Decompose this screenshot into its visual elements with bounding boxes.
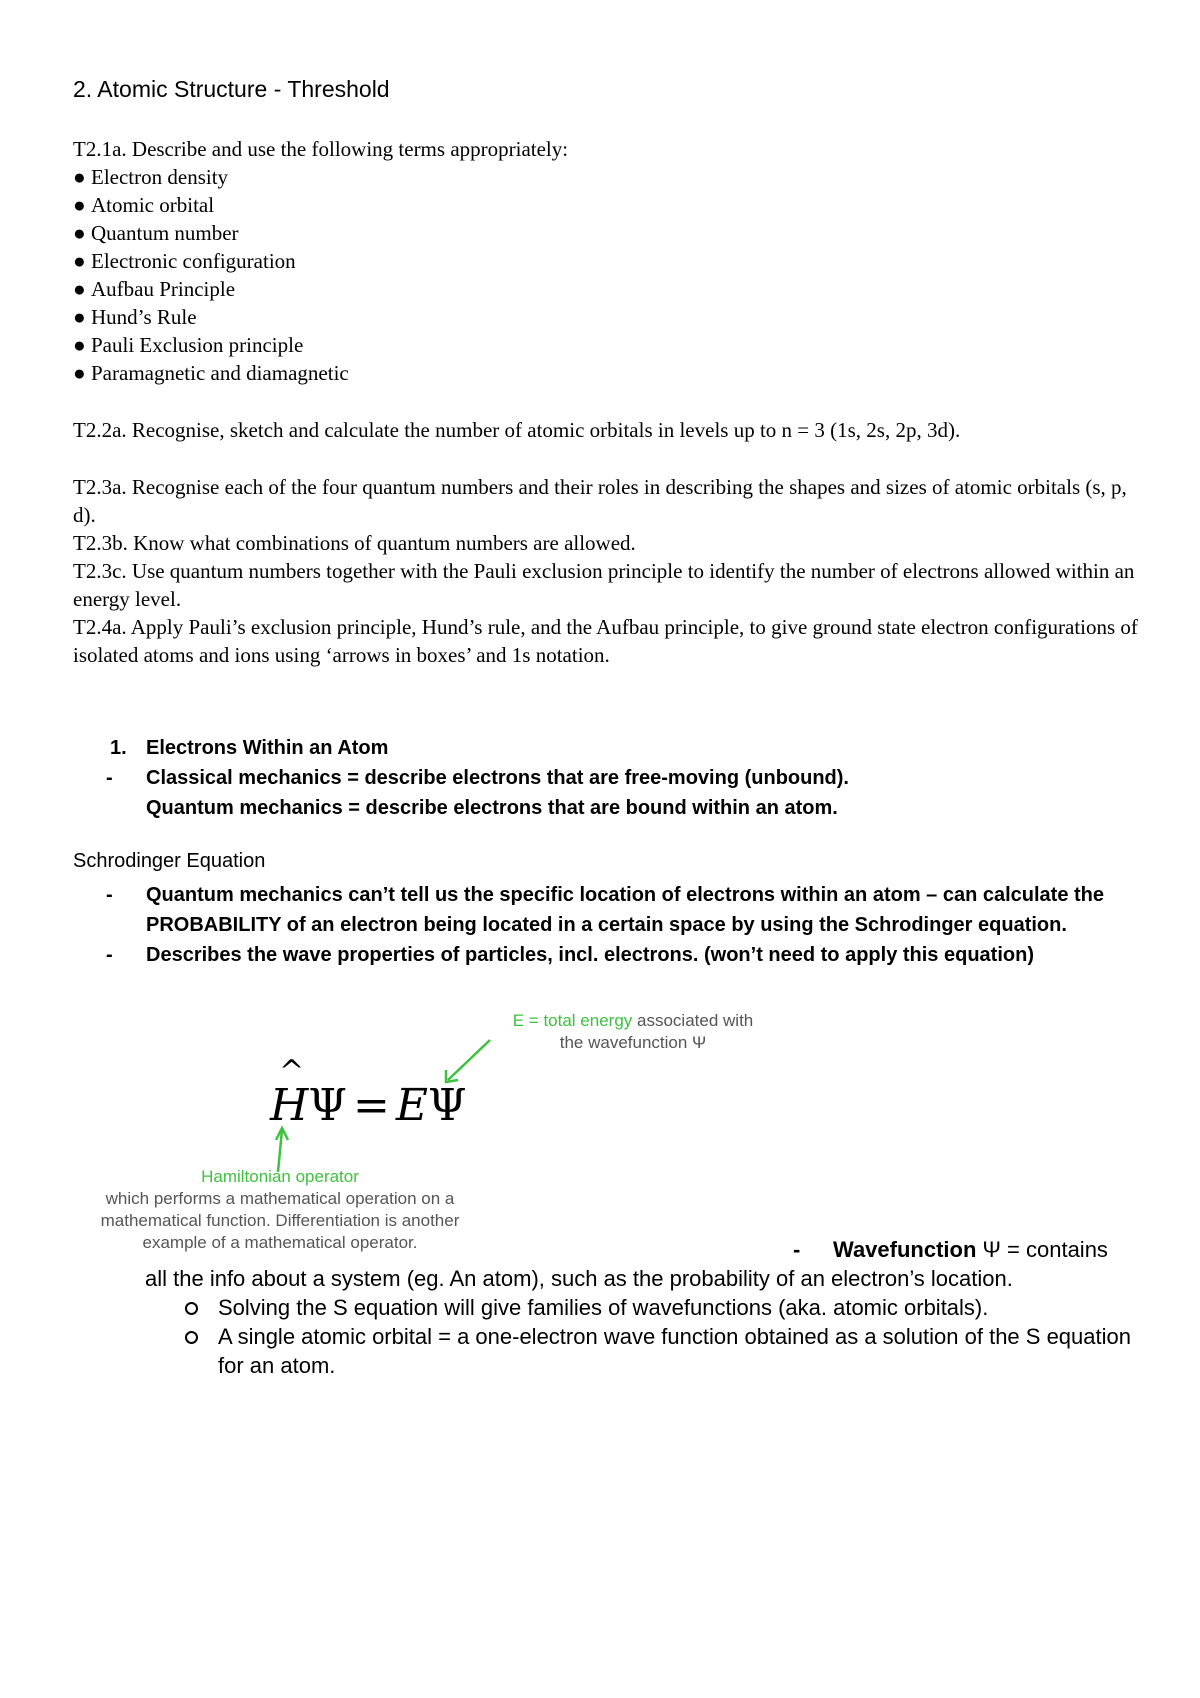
term-item: ● Electronic configuration: [73, 249, 296, 273]
bullet-icon: ●: [73, 333, 86, 357]
section-number: 1.: [110, 737, 127, 759]
circle-bullet-icon: [185, 1302, 198, 1315]
section-heading: Electrons Within an Atom: [146, 737, 389, 759]
term-item: ● Aufbau Principle: [73, 277, 236, 301]
term-item: ● Electron density: [73, 165, 229, 189]
learning-objectives: [73, 135, 1153, 669]
list-item: Solving the S equation will give families of wavefunctions (aka. atomic orbitals).: [145, 1293, 1135, 1322]
schrodinger-equation: [270, 1080, 467, 1131]
section-electrons-within-atom: [73, 733, 1153, 823]
dash-bullet: -: [106, 944, 113, 966]
bullet-icon: ●: [73, 193, 86, 217]
bullet-icon: ●: [73, 221, 86, 245]
wavefunction-definition: all the info about a system (eg. An atom), such as the probability of an electron’s location.: [145, 1266, 1013, 1291]
quantum-mechanics-text: Quantum mechanics = describe electrons that are bound within an atom.: [146, 797, 838, 819]
term-item: ● Quantum number: [73, 221, 239, 245]
term-item: ● Paramagnetic and diamagnetic: [73, 361, 349, 385]
dash-bullet: -: [106, 884, 113, 906]
dash-bullet: -: [106, 767, 113, 789]
schrodinger-points: [73, 880, 1153, 970]
page-title: 2. Atomic Structure - Threshold: [73, 76, 390, 102]
objective-t22a: T2.2a. Recognise, sketch and calculate the number of atomic orbitals in levels up to n = 3 (1s, 2s, 2p, 3d).: [73, 418, 961, 442]
energy-arrow-icon: [448, 1040, 490, 1080]
term-item: ● Hund’s Rule: [73, 305, 197, 329]
schrodinger-heading: Schrodinger Equation: [73, 850, 266, 872]
circle-bullet-icon: [185, 1331, 198, 1344]
objective-t21a: T2.1a. Describe and use the following terms appropriately:: [73, 137, 569, 161]
term-item: ● Atomic orbital: [73, 193, 215, 217]
hamiltonian-annotation: Hamiltonian operator which performs a mathematical operation on a mathematical function. Differentiation is another example of a mathematical operator.: [100, 1167, 460, 1252]
schrodinger-equation-figure: [80, 1000, 780, 1270]
objective-t24a: T2.4a. Apply Pauli’s exclusion principle, Hund’s rule, and the Aufbau principle, to give ground state electron configurations of isolated atoms and ions using ‘arrows in boxes’ and 1s notation.: [73, 615, 1138, 667]
hamiltonian-symbol: ^ H: [270, 1080, 308, 1131]
bullet-icon: ●: [73, 249, 86, 273]
objective-t23b: T2.3b. Know what combinations of quantum numbers are allowed.: [73, 531, 636, 555]
wavefunction-subpoints: [145, 1293, 1135, 1380]
list-item: A single atomic orbital = a one-electron wave function obtained as a solution of the S equation for an atom.: [145, 1322, 1135, 1380]
bullet-icon: ●: [73, 165, 86, 189]
psi-symbol: Ψ: [427, 1080, 467, 1131]
term-item: ● Pauli Exclusion principle: [73, 333, 304, 357]
objective-t23a: T2.3a. Recognise each of the four quantum numbers and their roles in describing the shapes and sizes of atomic orbitals (s, p, d).: [73, 475, 1127, 527]
bullet-icon: ●: [73, 277, 86, 301]
energy-annotation: E = total energy associated with the wavefunction Ψ: [512, 1011, 754, 1052]
objective-t23c: T2.3c. Use quantum numbers together with the Pauli exclusion principle to identify the number of electrons allowed within an energy level.: [73, 559, 1135, 611]
bullet-icon: ●: [73, 305, 86, 329]
schrodinger-point-2: Describes the wave properties of particles, incl. electrons. (won’t need to apply this equation): [146, 944, 1034, 966]
classical-mechanics-text: Classical mechanics = describe electrons that are free-moving (unbound).: [146, 767, 849, 789]
document-page: 2. Atomic Structure - Threshold T2.1a. Describe and use the following terms appropriately: ● Electron density ● Atomic orbital ● Quantum number ● Electronic configuration ● Aufbau Principle ● Hund’s Rule ● Pauli Exclusion principle ● Paramagnetic and diamagnetic T2.2a. Recognise, sketch and calculate the number of atomic orbitals in levels up to n = 3 (1s, 2s, 2p, 3d). T2.3a. Recognise each of the four quantum numbers and their roles in describing the shapes and sizes of atomic orbitals (s, p, d). T2.3b. Know what combinations of quantum numbers are allowed. T2.3c. Use quantum numbers together with the Pauli exclusion principle to identify the number of electrons allowed within an energy level. T2.4a. Apply Pauli’s exclusion principle, Hund’s rule, and the Aufbau principle, to give ground state electron configurations of isolated atoms and ions using ‘arrows in boxes’ and 1s notation. 1. Electrons Within an Atom - Classical mechanics = describe electrons that are free-moving (unbound). Quantum mechanics = describe electrons that are bound within an atom. Schrodinger Equation - Quantum mechanics can’t tell us the specific location of electrons within an atom – can calculate the PROBABILITY of an electron being located in a certain space by using the Schrodinger equation. - Describes the wave properties of particles, incl. electrons. (won’t need to apply this equation) ^ HΨ = EΨ E = total energy associated with the wavefunction Ψ Hamiltonian operator which performs a mathematical operation on a mathematical function. Differentiation is another example of a mathematical operator. - Wavefunction Ψ = contains all the info about a system (eg. An atom), such as the probability of an electron’s location. Solving the S equation will give families of wavefunctions (aka. atomic orbitals). A single atomic orbital = a one-electron wave function obtained as a solution of the S equation for an atom.: [0, 0, 1200, 1698]
psi-symbol: Ψ: [308, 1080, 347, 1131]
wavefunction-term: Wavefunction: [833, 1237, 977, 1262]
bullet-icon: ●: [73, 361, 86, 385]
energy-symbol: E: [395, 1080, 428, 1131]
equals-sign: =: [352, 1080, 390, 1131]
dash-bullet: -: [793, 1237, 801, 1262]
schrodinger-point-1: Quantum mechanics can’t tell us the specific location of electrons within an atom – can calculate the PROBABILITY of an electron being located in a certain space by using the Schrodinger equation.: [146, 884, 1105, 936]
